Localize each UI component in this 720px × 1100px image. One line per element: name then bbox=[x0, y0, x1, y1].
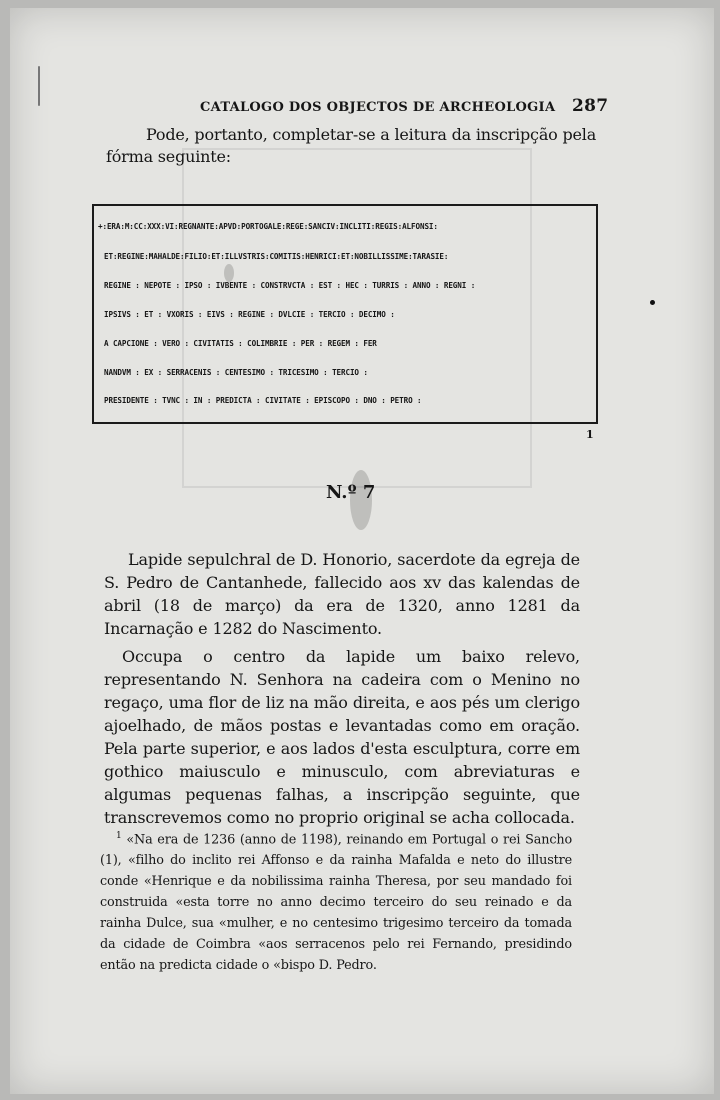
inscription-line: IPSIVS : ET : VXORIS : EIVS : REGINE : DVLCIE : TERCIO : DECIMO : bbox=[104, 310, 395, 319]
inscription-line: REGINE : NEPOTE : IPSO : IVBENTE : CONSTRVCTA : EST : HEC : TURRIS : ANNO : REGNI : bbox=[104, 281, 476, 290]
footnote-text: «Na era de 1236 (anno de 1198), reinando em Portugal o rei Sancho (1), «filho do inclito rei Affonso e da rainha Mafalda e neto do illustre conde «Henrique e da nobilissima rainha Theresa, por seu mandado foi construida «esta torre no anno decimo terceiro do seu reinado e da rainha Dulce, sua «mulher, e no centesimo trigesimo terceiro da tomada da cidade de Coimbra «aos serracenos pelo rei Fernando, presidindo então na predicta cidade o «bispo D. Pedro. bbox=[100, 832, 572, 974]
inscription-line: +:ERA:M:CC:XXX:VI:REGNANTE:APVD:PORTOGALE:REGE:SANCIV:INCLITI:REGIS:ALFONSI: bbox=[98, 222, 438, 231]
footnote bbox=[100, 826, 572, 976]
inscription-line: ET:REGINE:MAHALDE:FILIO:ET:ILLVSTRIS:COMITIS:HENRICI:ET:NOBILLISSIME:TARASIE: bbox=[104, 252, 449, 261]
inscription-line: NANDVM : EX : SERRACENIS : CENTESIMO : TRICESIMO : TERCIO : bbox=[104, 368, 368, 377]
ink-dot bbox=[38, 66, 40, 106]
section-number: N.º 7 bbox=[326, 482, 376, 503]
body-paragraph: Lapide sepulchral de D. Honorio, sacerdote da egreja de S. Pedro de Cantanhede, fallecido aos xv das kalendas de abril (18 de março) da era de 1320, anno 1281 da Incarnação e 1282 do Nascimento. bbox=[104, 550, 580, 638]
body-paragraph: Occupa o centro da lapide um baixo relevo, representando N. Senhora na cadeira com o Menino no regaço, uma flor de liz na mão direita, e aos pés um clerigo ajoelhado, de mãos postas e levantadas como em oração. Pela parte superior, e aos lados d'esta esculptura, corre em gothico maiusculo e minusculo, com abreviaturas e algumas pequenas falhas, a inscripção seguinte, que transcrevemos como no proprio original se acha collocada. bbox=[104, 647, 580, 827]
footnote-reference: 1 bbox=[586, 428, 594, 441]
page-number: 287 bbox=[572, 96, 609, 116]
intro-paragraph: Pode, portanto, completar-se a leitura da inscripção pela fórma seguinte: bbox=[106, 125, 597, 166]
inscription-box bbox=[92, 204, 598, 424]
inscription-line: A CAPCIONE : VERO : CIVITATIS : COLIMBRIE : PER : REGEM : FER bbox=[104, 339, 377, 348]
header-title: CATALOGO DOS OBJECTOS DE ARCHEOLOGIA bbox=[200, 100, 556, 115]
inscription-line: PRESIDENTE : TVNC : IN : PREDICTA : CIVITATE : EPISCOPO : DNO : PETRO : bbox=[104, 396, 422, 405]
footnote-marker: 1 bbox=[116, 831, 122, 841]
ink-dot bbox=[650, 300, 655, 305]
